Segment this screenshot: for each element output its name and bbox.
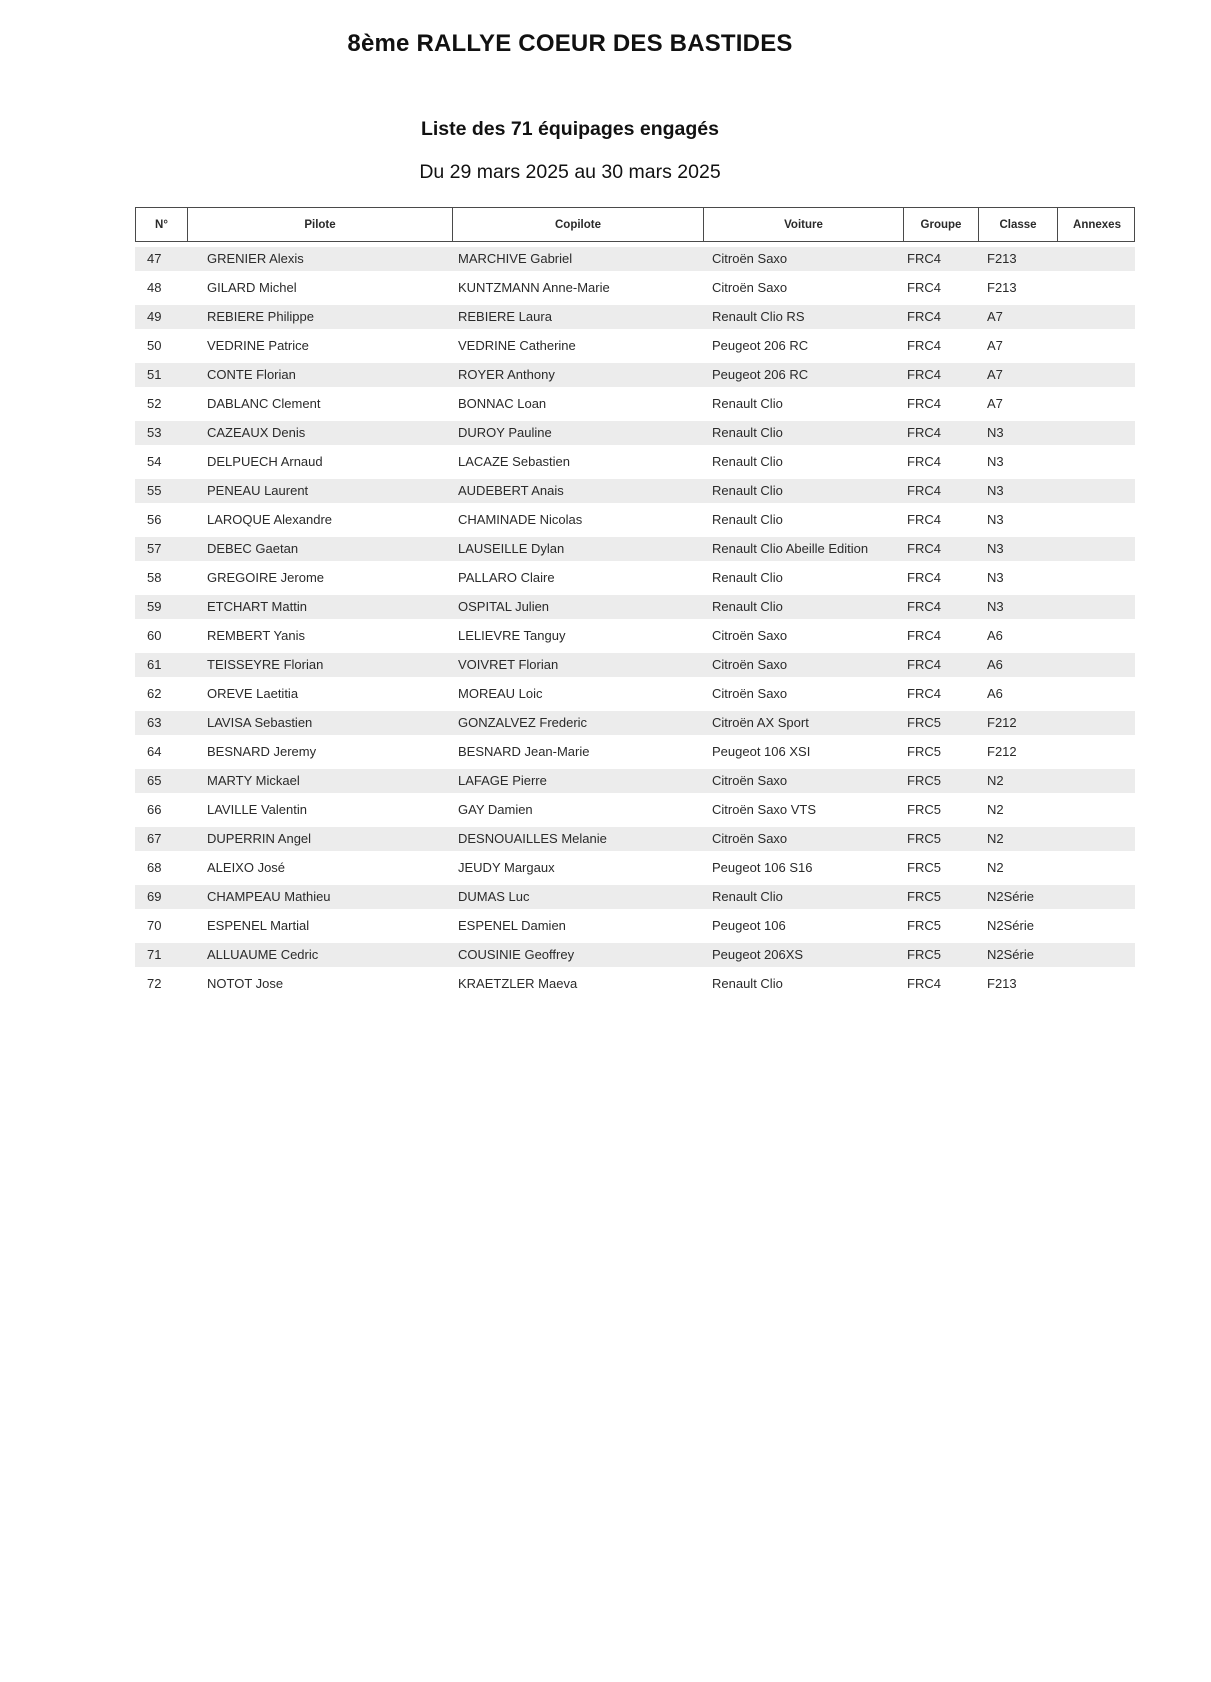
cell-groupe: FRC5 <box>907 802 941 817</box>
cell-n: 60 <box>147 628 162 643</box>
cell-groupe: FRC4 <box>907 367 941 382</box>
column-header-n: N° <box>155 218 168 231</box>
cell-classe: N2Série <box>987 918 1034 933</box>
cell-voiture: Citroën Saxo VTS <box>712 802 817 817</box>
cell-copilote: MARCHIVE Gabriel <box>458 251 573 266</box>
table-row <box>135 766 1135 795</box>
cell-classe: N2Série <box>987 889 1034 904</box>
cell-pilote: OREVE Laetitia <box>207 686 299 701</box>
cell-n: 63 <box>147 715 162 730</box>
cell-n: 51 <box>147 367 162 382</box>
cell-pilote: GRENIER Alexis <box>207 251 304 266</box>
table-row <box>135 621 1135 650</box>
cell-voiture: Renault Clio <box>712 570 783 585</box>
cell-voiture: Citroën Saxo <box>712 657 788 672</box>
cell-voiture: Renault Clio <box>712 599 783 614</box>
cell-n: 67 <box>147 831 162 846</box>
cell-groupe: FRC4 <box>907 338 941 353</box>
cell-annexes <box>1056 563 1135 592</box>
cell-classe: F212 <box>987 744 1017 759</box>
cell-copilote: VOIVRET Florian <box>458 657 559 672</box>
cell-n: 72 <box>147 976 162 991</box>
cell-copilote: VEDRINE Catherine <box>458 338 576 353</box>
cell-pilote: CAZEAUX Denis <box>207 425 306 440</box>
cell-classe: A7 <box>987 396 1003 411</box>
cell-classe: N3 <box>987 483 1004 498</box>
cell-pilote: BESNARD Jeremy <box>207 744 317 759</box>
cell-n: 68 <box>147 860 162 875</box>
cell-groupe: FRC4 <box>907 425 941 440</box>
cell-n: 47 <box>147 251 162 266</box>
column-header-annexes: Annexes <box>1057 208 1136 241</box>
cell-annexes <box>1056 505 1135 534</box>
cell-pilote: TEISSEYRE Florian <box>207 657 324 672</box>
cell-classe: N2 <box>987 802 1004 817</box>
cell-n: 64 <box>147 744 162 759</box>
table-row <box>135 389 1135 418</box>
cell-groupe: FRC4 <box>907 976 941 991</box>
cell-voiture: Renault Clio <box>712 454 783 469</box>
table-row <box>135 302 1135 331</box>
cell-groupe: FRC4 <box>907 657 941 672</box>
cell-voiture: Peugeot 206 RC <box>712 367 809 382</box>
cell-classe: A6 <box>987 686 1003 701</box>
cell-groupe: FRC5 <box>907 773 941 788</box>
cell-copilote: JEUDY Margaux <box>458 860 555 875</box>
cell-voiture: Citroën Saxo <box>712 686 788 701</box>
table-row <box>135 273 1135 302</box>
cell-voiture: Citroën Saxo <box>712 628 788 643</box>
cell-annexes <box>1056 650 1135 679</box>
table-row <box>135 737 1135 766</box>
table-row <box>135 853 1135 882</box>
cell-copilote: ROYER Anthony <box>458 367 555 382</box>
cell-groupe: FRC4 <box>907 483 941 498</box>
page-title: 8ème RALLYE COEUR DES BASTIDES <box>347 30 793 57</box>
cell-copilote: OSPITAL Julien <box>458 599 550 614</box>
cell-copilote: BESNARD Jean-Marie <box>458 744 590 759</box>
cell-groupe: FRC5 <box>907 918 941 933</box>
table-row <box>135 708 1135 737</box>
table-row <box>135 882 1135 911</box>
cell-groupe: FRC4 <box>907 251 941 266</box>
cell-voiture: Renault Clio <box>712 889 783 904</box>
cell-pilote: LAVILLE Valentin <box>207 802 307 817</box>
cell-pilote: DEBEC Gaetan <box>207 541 299 556</box>
cell-copilote: BONNAC Loan <box>458 396 547 411</box>
cell-voiture: Renault Clio <box>712 483 783 498</box>
table-row <box>135 360 1135 389</box>
cell-n: 53 <box>147 425 162 440</box>
cell-classe: N3 <box>987 570 1004 585</box>
cell-groupe: FRC4 <box>907 454 941 469</box>
cell-copilote: DESNOUAILLES Melanie <box>458 831 607 846</box>
column-header-voiture: Voiture <box>703 208 903 241</box>
cell-voiture: Peugeot 106 S16 <box>712 860 813 875</box>
table-row <box>135 505 1135 534</box>
cell-voiture: Peugeot 206XS <box>712 947 804 962</box>
cell-annexes <box>1056 244 1135 273</box>
cell-voiture: Citroën Saxo <box>712 773 788 788</box>
table-row <box>135 476 1135 505</box>
cell-pilote: NOTOT Jose <box>207 976 284 991</box>
cell-pilote: DUPERRIN Angel <box>207 831 312 846</box>
column-header-pilote: Pilote <box>187 208 452 241</box>
cell-annexes <box>1056 331 1135 360</box>
entry-table <box>135 207 1135 998</box>
cell-classe: F213 <box>987 251 1017 266</box>
table-row <box>135 969 1135 998</box>
cell-classe: N3 <box>987 512 1004 527</box>
cell-annexes <box>1056 737 1135 766</box>
cell-copilote: DUMAS Luc <box>458 889 530 904</box>
cell-groupe: FRC5 <box>907 715 941 730</box>
table-row <box>135 244 1135 273</box>
cell-pilote: CHAMPEAU Mathieu <box>207 889 331 904</box>
cell-groupe: FRC5 <box>907 744 941 759</box>
cell-n: 65 <box>147 773 162 788</box>
cell-groupe: FRC4 <box>907 628 941 643</box>
cell-annexes <box>1056 679 1135 708</box>
cell-voiture: Peugeot 106 <box>712 918 786 933</box>
cell-n: 61 <box>147 657 162 672</box>
cell-n: 59 <box>147 599 162 614</box>
cell-voiture: Peugeot 206 RC <box>712 338 809 353</box>
cell-copilote: LACAZE Sebastien <box>458 454 571 469</box>
column-header-copilote: Copilote <box>452 208 703 241</box>
cell-voiture: Citroën Saxo <box>712 251 788 266</box>
table-row <box>135 679 1135 708</box>
cell-annexes <box>1056 389 1135 418</box>
cell-classe: N2 <box>987 860 1004 875</box>
cell-voiture: Renault Clio Abeille Edition <box>712 541 869 556</box>
cell-annexes <box>1056 476 1135 505</box>
cell-annexes <box>1056 534 1135 563</box>
table-header-row <box>135 207 1135 242</box>
cell-annexes <box>1056 447 1135 476</box>
cell-pilote: ETCHART Mattin <box>207 599 307 614</box>
cell-copilote: AUDEBERT Anais <box>458 483 564 498</box>
cell-copilote: LAFAGE Pierre <box>458 773 547 788</box>
cell-classe: F212 <box>987 715 1017 730</box>
cell-pilote: CONTE Florian <box>207 367 296 382</box>
cell-classe: F213 <box>987 280 1017 295</box>
table-row <box>135 911 1135 940</box>
column-header-groupe: Groupe <box>903 208 978 241</box>
cell-annexes <box>1056 621 1135 650</box>
cell-pilote: ALLUAUME Cedric <box>207 947 319 962</box>
cell-n: 56 <box>147 512 162 527</box>
cell-pilote: DABLANC Clement <box>207 396 321 411</box>
cell-groupe: FRC5 <box>907 860 941 875</box>
cell-pilote: DELPUECH Arnaud <box>207 454 323 469</box>
cell-groupe: FRC4 <box>907 570 941 585</box>
cell-annexes <box>1056 360 1135 389</box>
table-row <box>135 418 1135 447</box>
cell-classe: N2 <box>987 831 1004 846</box>
cell-n: 49 <box>147 309 162 324</box>
cell-annexes <box>1056 795 1135 824</box>
cell-voiture: Citroën AX Sport <box>712 715 809 730</box>
cell-pilote: REMBERT Yanis <box>207 628 306 643</box>
cell-pilote: ALEIXO José <box>207 860 286 875</box>
cell-annexes <box>1056 911 1135 940</box>
cell-classe: A7 <box>987 338 1003 353</box>
cell-copilote: GONZALVEZ Frederic <box>458 715 588 730</box>
cell-copilote: LELIEVRE Tanguy <box>458 628 566 643</box>
table-row <box>135 331 1135 360</box>
table-row <box>135 824 1135 853</box>
cell-groupe: FRC4 <box>907 512 941 527</box>
cell-groupe: FRC4 <box>907 541 941 556</box>
cell-n: 70 <box>147 918 162 933</box>
cell-n: 48 <box>147 280 162 295</box>
cell-classe: N3 <box>987 541 1004 556</box>
cell-classe: F213 <box>987 976 1017 991</box>
table-row <box>135 650 1135 679</box>
cell-pilote: LAVISA Sebastien <box>207 715 313 730</box>
cell-copilote: ESPENEL Damien <box>458 918 566 933</box>
cell-pilote: PENEAU Laurent <box>207 483 309 498</box>
cell-classe: N3 <box>987 454 1004 469</box>
table-row <box>135 447 1135 476</box>
cell-voiture: Citroën Saxo <box>712 831 788 846</box>
cell-n: 50 <box>147 338 162 353</box>
cell-pilote: VEDRINE Patrice <box>207 338 309 353</box>
table-row <box>135 940 1135 969</box>
cell-annexes <box>1056 766 1135 795</box>
table-body <box>135 244 1135 998</box>
cell-classe: A6 <box>987 628 1003 643</box>
cell-n: 62 <box>147 686 162 701</box>
cell-groupe: FRC4 <box>907 309 941 324</box>
cell-groupe: FRC5 <box>907 889 941 904</box>
cell-copilote: KRAETZLER Maeva <box>458 976 578 991</box>
cell-classe: N3 <box>987 599 1004 614</box>
table-row <box>135 563 1135 592</box>
cell-n: 71 <box>147 947 162 962</box>
cell-annexes <box>1056 708 1135 737</box>
cell-voiture: Renault Clio RS <box>712 309 805 324</box>
cell-n: 55 <box>147 483 162 498</box>
cell-groupe: FRC5 <box>907 831 941 846</box>
cell-groupe: FRC4 <box>907 686 941 701</box>
table-row <box>135 534 1135 563</box>
date-range: Du 29 mars 2025 au 30 mars 2025 <box>419 161 721 183</box>
cell-voiture: Renault Clio <box>712 976 783 991</box>
cell-classe: A7 <box>987 309 1003 324</box>
cell-annexes <box>1056 969 1135 998</box>
cell-n: 52 <box>147 396 162 411</box>
cell-groupe: FRC4 <box>907 599 941 614</box>
page-subtitle: Liste des 71 équipages engagés <box>420 118 720 140</box>
cell-annexes <box>1056 273 1135 302</box>
cell-n: 57 <box>147 541 162 556</box>
cell-pilote: MARTY Mickael <box>207 773 300 788</box>
cell-copilote: PALLARO Claire <box>458 570 555 585</box>
cell-copilote: CHAMINADE Nicolas <box>458 512 583 527</box>
cell-pilote: LAROQUE Alexandre <box>207 512 333 527</box>
cell-pilote: GREGOIRE Jerome <box>207 570 325 585</box>
cell-annexes <box>1056 592 1135 621</box>
cell-annexes <box>1056 418 1135 447</box>
cell-annexes <box>1056 882 1135 911</box>
cell-n: 66 <box>147 802 162 817</box>
cell-n: 54 <box>147 454 162 469</box>
cell-annexes <box>1056 824 1135 853</box>
cell-n: 69 <box>147 889 162 904</box>
cell-voiture: Citroën Saxo <box>712 280 788 295</box>
cell-classe: N2 <box>987 773 1004 788</box>
cell-pilote: GILARD Michel <box>207 280 297 295</box>
cell-voiture: Renault Clio <box>712 425 783 440</box>
cell-pilote: ESPENEL Martial <box>207 918 310 933</box>
table-row <box>135 795 1135 824</box>
cell-voiture: Renault Clio <box>712 512 783 527</box>
cell-voiture: Peugeot 106 XSI <box>712 744 811 759</box>
cell-groupe: FRC4 <box>907 280 941 295</box>
column-header-classe: Classe <box>978 208 1057 241</box>
cell-copilote: REBIERE Laura <box>458 309 552 324</box>
cell-copilote: LAUSEILLE Dylan <box>458 541 565 556</box>
cell-annexes <box>1056 302 1135 331</box>
cell-classe: A6 <box>987 657 1003 672</box>
cell-copilote: MOREAU Loic <box>458 686 543 701</box>
cell-pilote: REBIERE Philippe <box>207 309 314 324</box>
cell-copilote: COUSINIE Geoffrey <box>458 947 575 962</box>
cell-groupe: FRC5 <box>907 947 941 962</box>
cell-classe: A7 <box>987 367 1003 382</box>
cell-groupe: FRC4 <box>907 396 941 411</box>
cell-copilote: KUNTZMANN Anne-Marie <box>458 280 610 295</box>
cell-annexes <box>1056 940 1135 969</box>
cell-classe: N2Série <box>987 947 1034 962</box>
table-row <box>135 592 1135 621</box>
cell-annexes <box>1056 853 1135 882</box>
cell-voiture: Renault Clio <box>712 396 783 411</box>
cell-copilote: DUROY Pauline <box>458 425 552 440</box>
cell-n: 58 <box>147 570 162 585</box>
cell-classe: N3 <box>987 425 1004 440</box>
cell-copilote: GAY Damien <box>458 802 533 817</box>
